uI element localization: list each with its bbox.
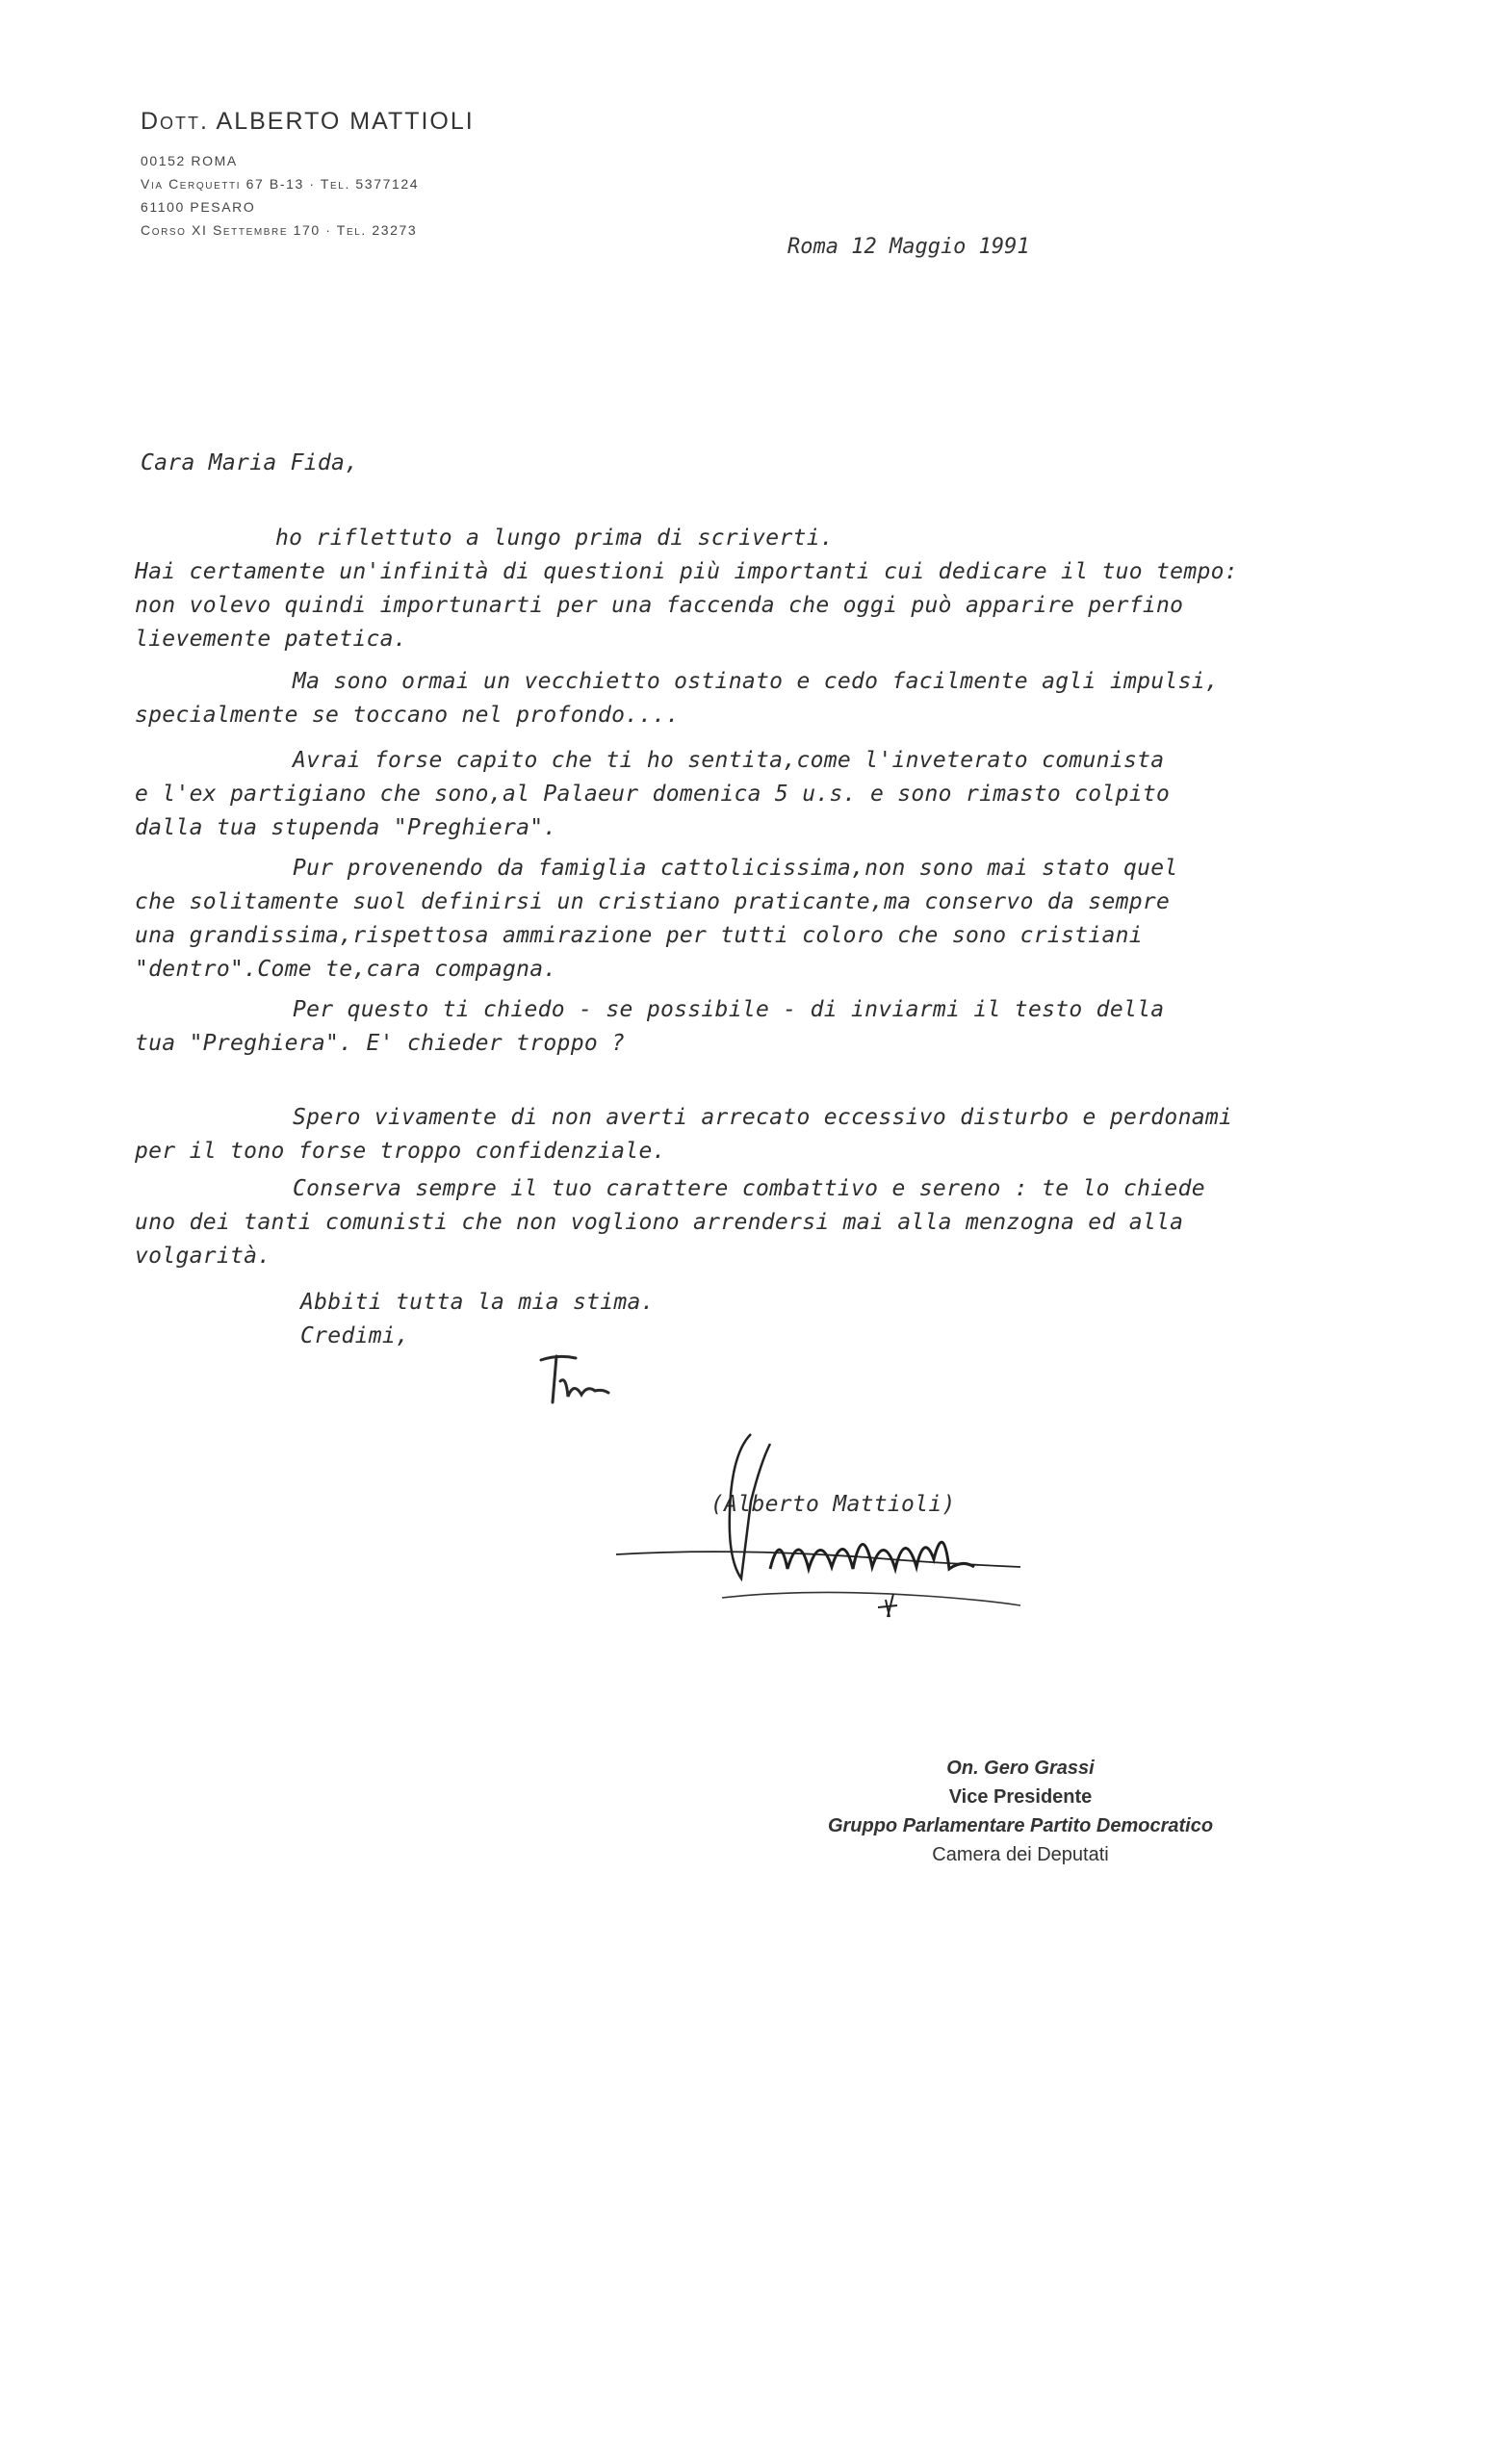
letter-line-18: Conserva sempre il tuo carattere combattivo e sereno : te lo chiede <box>293 1176 1205 1201</box>
letter-line-1: ho riflettuto a lungo prima di scriverti. <box>275 526 835 551</box>
letter-line-17: per il tono forse troppo confidenziale. <box>135 1139 666 1164</box>
letter-line-6: specialmente se toccano nel profondo.... <box>135 703 680 728</box>
letterhead-address-rome-street: Via Cerquetti 67 B-13 · Tel. 5377124 <box>141 176 420 192</box>
handwritten-initial-icon <box>539 1343 626 1410</box>
letter-line-16: Spero vivamente di non averti arrecato eccessivo disturbo e perdonami <box>293 1105 1233 1130</box>
footer-name: On. Gero Grassi <box>946 1758 1095 1779</box>
letter-line-2: Hai certamente un'infinità di questioni più importanti cui dedicare il tuo tempo: <box>135 559 1238 584</box>
letter-line-20: volgarità. <box>135 1244 271 1269</box>
letterhead-address-pesaro-street: Corso XI Settembre 170 · Tel. 23273 <box>141 222 418 238</box>
footer-block <box>732 1754 1309 1869</box>
letter-line-7: Avrai forse capito che ti ho sentita,come l'inveterato comunista <box>293 748 1165 773</box>
letter-line-10: Pur provenendo da famiglia cattolicissima,non sono mai stato quel <box>293 856 1178 881</box>
letter-line-4: lievemente patetica. <box>135 627 407 652</box>
letter-line-8: e l'ex partigiano che sono,al Palaeur domenica 5 u.s. e sono rimasto colpito <box>135 782 1171 807</box>
signature-scribble-icon <box>616 1424 1059 1656</box>
letter-line-15: tua "Preghiera". E' chieder troppo ? <box>135 1031 626 1056</box>
footer-institution: Camera dei Deputati <box>932 1844 1109 1865</box>
signature-typed-name: (Alberto Mattioli) <box>710 1492 956 1517</box>
letter-line-9: dalla tua stupenda "Preghiera". <box>135 815 557 840</box>
letter-line-13: "dentro".Come te,cara compagna. <box>135 957 557 982</box>
letterhead-address-rome-city: 00152 ROMA <box>141 153 238 168</box>
letter-date: Roma 12 Maggio 1991 <box>787 235 1030 259</box>
footer-role: Vice Presidente <box>948 1786 1093 1808</box>
letter-line-11: che solitamente suol definirsi un cristiano praticante,ma conservo da sempre <box>135 889 1171 914</box>
letter-line-3: non volevo quindi importunarti per una faccenda che oggi può apparire perfino <box>135 593 1184 618</box>
letter-line-19: uno dei tanti comunisti che non vogliono arrendersi mai alla menzogna ed alla <box>135 1210 1184 1235</box>
letter-line-22: Credimi, <box>300 1323 410 1348</box>
letter-line-14: Per questo ti chiedo - se possibile - di inviarmi il testo della <box>293 997 1165 1022</box>
letter-line-5: Ma sono ormai un vecchietto ostinato e cedo facilmente agli impulsi, <box>293 669 1220 694</box>
letterhead <box>141 108 718 242</box>
letter-line-21: Abbiti tutta la mia stima. <box>300 1290 655 1315</box>
salutation: Cara Maria Fida, <box>141 450 359 475</box>
letterhead-name: Dott. ALBERTO MATTIOLI <box>141 108 475 135</box>
letterhead-address-pesaro-city: 61100 PESARO <box>141 199 256 215</box>
letter-line-12: una grandissima,rispettosa ammirazione per tutti coloro che sono cristiani <box>135 923 1143 948</box>
footer-group: Gruppo Parlamentare Partito Democratico <box>827 1815 1214 1836</box>
